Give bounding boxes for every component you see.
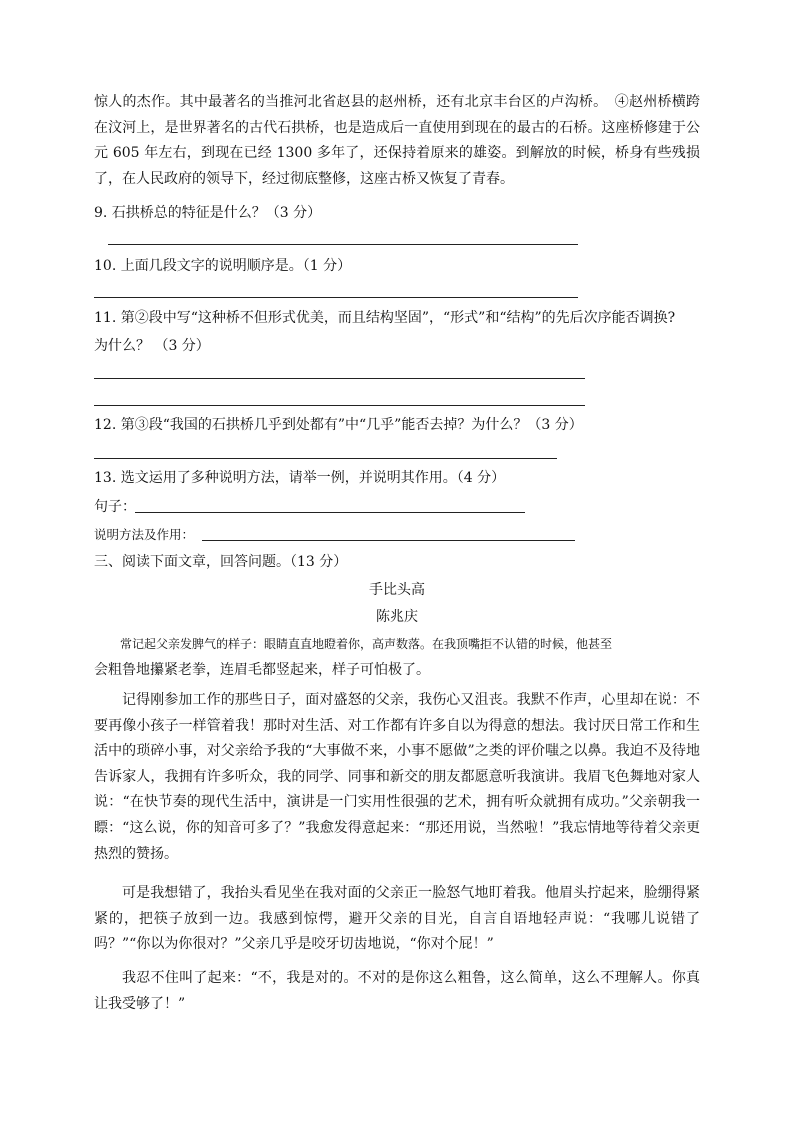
section-3-heading: 三、阅读下面文章，回答问题。（13 分） [94, 554, 348, 570]
answer-line-q12[interactable] [94, 458, 557, 459]
article-paragraph-0-first-line: 常记起父亲发脾气的样子：眼睛直直地瞪着你，高声数落。在我顶嘴拒不认错的时候，他甚至 [120, 637, 613, 651]
question-12: 12. 第③段“我国的石拱桥几乎到处都有”中“几乎”能否去掉？为什么？（3 分） [94, 417, 583, 433]
question-13: 13. 选文运用了多种说明方法，请举一例，并说明其作用。（4 分） [94, 470, 506, 486]
answer-line-q13-sentence[interactable] [135, 512, 525, 513]
question-11-line1: 11. 第②段中写“这种桥不但形式优美，而且结构坚固”，“形式”和“结构”的先后次序能否调换? [94, 310, 676, 326]
answer-line-q13-method[interactable] [202, 540, 575, 541]
article-title: 手比头高 [369, 582, 425, 598]
article-paragraph-1: 记得刚参加工作的那些日子，面对盛怒的父亲，我伤心又沮丧。我默不作声，心里却在说：不要再像小孩子一样管着我！那时对生活、对工作都有许多自以为得意的想法。我讨厌日常工作和生活中的琐碎小事，对父亲给予我的“大事做不来，小事不愿做”之类的评价嗤之以鼻。我迫不及待地告诉家人，我拥有许多听众，我的同学、同事和新交的朋友都愿意听我演讲。我眉飞色舞地对家人说：“在快节奏的现代生活中，演讲是一门实用性很强的艺术，拥有听众就拥有成功。”父亲朝我一瞟：“这么说，你的知音可多了？”我愈发得意起来：“那还用说，当然啦！”我忘情地等待着父亲更热烈的赞扬。 [94, 692, 700, 862]
answer-line-q9[interactable] [108, 244, 578, 245]
q13-method-label: 说明方法及作用： [94, 527, 195, 542]
article-author: 陈兆庆 [376, 609, 418, 625]
passage-zhaozhou-bridge: 惊人的杰作。其中最著名的当推河北省赵县的赵州桥，还有北京丰台区的卢沟桥。 ④赵州桥横跨在汶河上，是世界著名的古代石拱桥，也是造成后一直使用到现在的最古的石桥。这座桥修建于公元 605 年左右，到现在已经 1300 多年了，还保持着原来的雄姿。到解放的时候，桥身有些残损了，在人民政府的领导下，经过彻底整修，这座古桥又恢复了青春。 [94, 94, 700, 187]
article-paragraph-3: 我忍不住叫了起来：“不，我是对的。不对的是你这么粗鲁，这么简单，这么不理解人。你真让我受够了！” [94, 970, 700, 1012]
question-11-line2: 为什么？ （3 分） [94, 338, 210, 354]
answer-line-q10[interactable] [94, 297, 578, 298]
q13-sentence-row [94, 497, 136, 517]
q13-method-row [94, 525, 194, 545]
question-10: 10. 上面几段文字的说明顺序是。（1 分） [94, 258, 352, 274]
question-9: 9. 石拱桥总的特征是什么？（3 分） [94, 205, 322, 221]
answer-line-q11-a[interactable] [94, 378, 585, 379]
answer-line-q11-b[interactable] [94, 405, 585, 406]
article-paragraph-2: 可是我想错了，我抬头看见坐在我对面的父亲正一脸怒气地盯着我。他眉头拧起来，脸绷得紧紧的，把筷子放到一边。我感到惊愕，避开父亲的目光，自言自语地轻声说：“我哪儿说错了吗？”“你以为你很对？”父亲几乎是咬牙切齿地说，“你对个屁！” [94, 885, 700, 953]
article-paragraph-0-rest: 会粗鲁地攥紧老拳，连眉毛都竖起来，样子可怕极了。 [94, 662, 430, 678]
q13-sentence-label: 句子： [94, 499, 136, 515]
